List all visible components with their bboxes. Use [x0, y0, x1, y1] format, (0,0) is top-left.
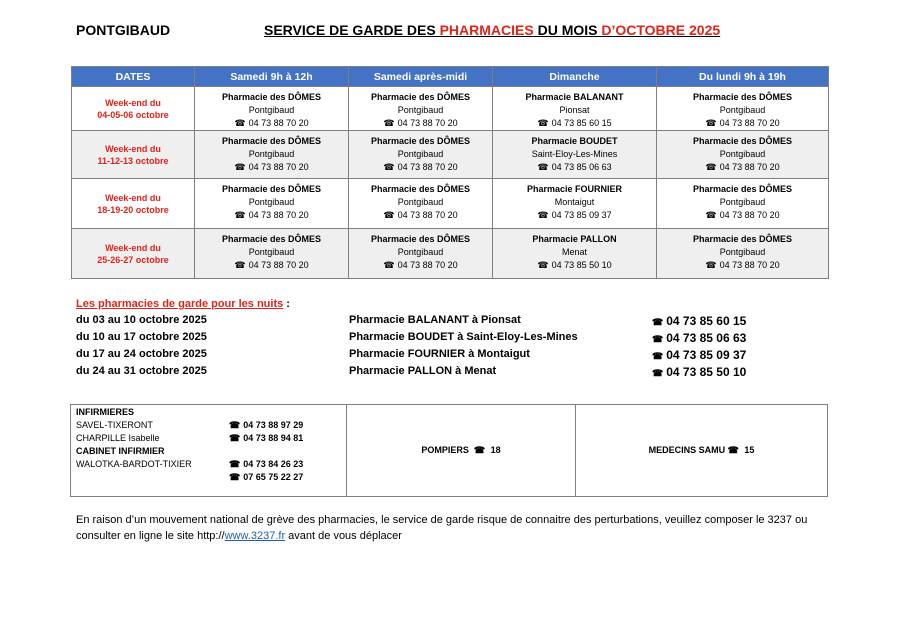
pharmacy-phone: ☎ 04 73 88 70 20 — [705, 118, 780, 128]
weekend-label: Week-end du — [105, 97, 161, 108]
cabinet-heading: CABINET INFIRMIER — [76, 446, 165, 456]
pharmacy-phone: ☎ 04 73 88 70 20 — [234, 162, 309, 172]
telephone-icon: ☎ — [537, 260, 549, 270]
cabinet-phone: ☎ 07 65 75 22 27 — [229, 472, 304, 482]
pharmacy-phone: ☎ 04 73 88 70 20 — [234, 210, 309, 220]
pharmacy-city: Pontgibaud — [397, 247, 444, 257]
schedule-row — [72, 131, 829, 179]
pompiers-cell — [347, 405, 576, 496]
pharmacy-cell — [195, 87, 349, 131]
telephone-icon: ☎ — [473, 445, 486, 455]
pharmacy-cell — [195, 131, 349, 179]
column-header-saturday-afternoon: Samedi après-midi — [349, 67, 493, 87]
telephone-icon: ☎ — [229, 433, 241, 443]
pharmacy-name: Pharmacie des DÔMES — [692, 136, 793, 146]
cabinet-phone: ☎ 04 73 84 26 23 — [229, 459, 304, 469]
night-dates: du 10 au 17 octobre 2025 — [76, 331, 207, 343]
pharmacy-phone: ☎ 04 73 85 60 15 — [537, 118, 612, 128]
pharmacy-phone: ☎ 04 73 88 70 20 — [234, 260, 309, 270]
weekend-dates: 18-19-20 octobre — [97, 204, 169, 215]
pharmacy-name: Pharmacie des DÔMES — [370, 184, 471, 194]
night-dates: du 03 au 10 octobre 2025 — [76, 314, 207, 326]
telephone-icon: ☎ — [705, 118, 717, 128]
schedule-table — [71, 66, 829, 279]
schedule-row — [72, 179, 829, 229]
pharmacy-city: Pontgibaud — [719, 105, 766, 115]
pharmacy-phone: ☎ 04 73 88 70 20 — [383, 210, 458, 220]
schedule-row — [72, 87, 829, 131]
pharmacy-phone: ☎ 04 73 85 09 37 — [537, 210, 612, 220]
pharmacy-cell — [493, 87, 657, 131]
telephone-icon: ☎ — [727, 445, 739, 455]
pharmacy-name: Pharmacie BALANANT — [525, 92, 624, 102]
telephone-icon: ☎ — [652, 351, 664, 361]
nurse-phone: ☎ 04 73 88 97 29 — [229, 420, 304, 430]
pharmacy-name: Pharmacie des DÔMES — [370, 92, 471, 102]
telephone-icon: ☎ — [383, 162, 395, 172]
weekend-date-cell — [72, 179, 195, 229]
pharmacy-phone: ☎ 04 73 88 70 20 — [383, 260, 458, 270]
pharmacy-cell — [657, 179, 829, 229]
pharmacy-name: Pharmacie des DÔMES — [221, 136, 322, 146]
pharmacy-cell — [195, 229, 349, 279]
pharmacy-city: Pontgibaud — [719, 149, 766, 159]
pharmacy-city: Pontgibaud — [397, 149, 444, 159]
pharmacy-name: Pharmacie des DÔMES — [692, 234, 793, 244]
pharmacy-cell — [657, 229, 829, 279]
column-header-saturday-morning: Samedi 9h à 12h — [195, 67, 349, 87]
weekend-dates: 25-26-27 octobre — [97, 254, 169, 265]
pharmacy-city: Pontgibaud — [719, 247, 766, 257]
night-dates: du 17 au 24 octobre 2025 — [76, 348, 207, 360]
nights-heading: Les pharmacies de garde pour les nuits : — [76, 298, 290, 310]
telephone-icon: ☎ — [383, 118, 395, 128]
pharmacy-cell — [493, 179, 657, 229]
telephone-icon: ☎ — [234, 118, 246, 128]
telephone-icon: ☎ — [537, 162, 549, 172]
pharmacy-city: Pionsat — [559, 105, 590, 115]
pharmacy-cell — [493, 229, 657, 279]
night-phone: ☎ 04 73 85 50 10 — [652, 365, 747, 379]
schedule-header-row — [72, 67, 829, 87]
schedule-row — [72, 229, 829, 279]
column-header-weekdays: Du lundi 9h à 19h — [657, 67, 829, 87]
pharmacy-phone: ☎ 04 73 88 70 20 — [234, 118, 309, 128]
night-duty-row — [76, 331, 776, 347]
telephone-icon: ☎ — [537, 210, 549, 220]
telephone-icon: ☎ — [234, 210, 246, 220]
pharmacy-phone: ☎ 04 73 88 70 20 — [383, 118, 458, 128]
telephone-icon: ☎ — [383, 260, 395, 270]
night-duty-row — [76, 348, 776, 364]
pharmacy-name: Pharmacie des DÔMES — [370, 234, 471, 244]
telephone-icon: ☎ — [229, 420, 241, 430]
night-phone: ☎ 04 73 85 09 37 — [652, 348, 747, 362]
pharmacy-city: Pontgibaud — [248, 247, 295, 257]
pharmacy-cell — [657, 87, 829, 131]
pharmacy-phone: ☎ 04 73 88 70 20 — [705, 162, 780, 172]
telephone-icon: ☎ — [705, 162, 717, 172]
telephone-icon: ☎ — [537, 118, 549, 128]
telephone-icon: ☎ — [705, 260, 717, 270]
pharmacy-city: Pontgibaud — [397, 197, 444, 207]
night-pharmacy: Pharmacie PALLON à Menat — [349, 365, 497, 377]
weekend-label: Week-end du — [105, 242, 161, 253]
nurse-name: CHARPILLE Isabelle — [76, 433, 160, 443]
pharmacy-name: Pharmacie des DÔMES — [221, 184, 322, 194]
pharmacy-city: Saint-Eloy-Les-Mines — [531, 149, 618, 159]
night-pharmacy: Pharmacie BOUDET à Saint-Eloy-Les-Mines — [349, 331, 578, 343]
pharmacy-name: Pharmacie PALLON — [532, 234, 617, 244]
nurse-name: SAVEL-TIXERONT — [76, 420, 153, 430]
weekend-date-cell — [72, 131, 195, 179]
telephone-icon: ☎ — [652, 317, 664, 327]
night-dates: du 24 au 31 octobre 2025 — [76, 365, 207, 377]
pharmacy-cell — [349, 179, 493, 229]
telephone-icon: ☎ — [229, 472, 241, 482]
telephone-icon: ☎ — [705, 210, 717, 220]
weekend-label: Week-end du — [105, 192, 161, 203]
pharmacy-cell — [493, 131, 657, 179]
pharmacy-phone: ☎ 04 73 88 70 20 — [705, 260, 780, 270]
pharmacy-city: Menat — [561, 247, 587, 257]
nurse-phone: ☎ 04 73 88 94 81 — [229, 433, 304, 443]
pharmacy-cell — [349, 131, 493, 179]
pharmacy-name: Pharmacie des DÔMES — [370, 136, 471, 146]
pharmacy-city: Pontgibaud — [248, 105, 295, 115]
telephone-icon: ☎ — [652, 334, 664, 344]
pharmacy-name: Pharmacie des DÔMES — [692, 184, 793, 194]
pharmacy-cell — [657, 131, 829, 179]
town-name: PONTGIBAUD — [76, 22, 171, 38]
pharmacy-name: Pharmacie des DÔMES — [692, 92, 793, 102]
telephone-icon: ☎ — [229, 459, 241, 469]
pharmacy-name: Pharmacie FOURNIER — [526, 184, 623, 194]
pharmacy-name: Pharmacie BOUDET — [531, 136, 618, 146]
page-title: SERVICE DE GARDE DES PHARMACIES DU MOIS D’OCTOBRE 2025 — [264, 22, 721, 38]
night-duty-row — [76, 314, 776, 330]
telephone-icon: ☎ — [234, 260, 246, 270]
weekend-label: Week-end du — [105, 143, 161, 154]
pharmacy-phone: ☎ 04 73 88 70 20 — [383, 162, 458, 172]
pharmacy-phone: ☎ 04 73 85 06 63 — [537, 162, 612, 172]
weekend-date-cell — [72, 87, 195, 131]
pompiers-contact: POMPIERS ☎ 18 — [421, 445, 501, 455]
column-header-sunday: Dimanche — [493, 67, 657, 87]
footer-notice: En raison d’un mouvement national de grève des pharmacies, le service de garde risque de connaitre des perturbations, veuillez composer le 3237 ou consulter en ligne le site http://www.3237.fr avant de vous déplacer — [76, 514, 808, 542]
pharmacy-city: Montaigut — [554, 197, 595, 207]
weekend-dates: 04-05-06 octobre — [97, 109, 169, 120]
pharmacy-phone: ☎ 04 73 85 50 10 — [537, 260, 612, 270]
pharmacy-city: Pontgibaud — [248, 197, 295, 207]
website-link[interactable]: www.3237.fr — [224, 530, 286, 542]
nurses-heading: INFIRMIERES — [76, 407, 135, 417]
samu-contact: MEDECINS SAMU ☎ 15 — [648, 445, 755, 455]
night-phone: ☎ 04 73 85 06 63 — [652, 331, 747, 345]
samu-cell — [576, 405, 827, 496]
weekend-dates: 11-12-13 octobre — [97, 155, 169, 166]
pharmacy-city: Pontgibaud — [397, 105, 444, 115]
pharmacy-name: Pharmacie des DÔMES — [221, 234, 322, 244]
weekend-date-cell — [72, 229, 195, 279]
cabinet-name: WALOTKA-BARDOT-TIXIER — [76, 459, 192, 469]
night-duty-row — [76, 365, 776, 381]
night-pharmacy: Pharmacie FOURNIER à Montaigut — [349, 348, 530, 360]
pharmacy-city: Pontgibaud — [719, 197, 766, 207]
pharmacy-cell — [349, 87, 493, 131]
pharmacy-cell — [349, 229, 493, 279]
night-pharmacy: Pharmacie BALANANT à Pionsat — [349, 314, 521, 326]
pharmacy-city: Pontgibaud — [248, 149, 295, 159]
pharmacy-name: Pharmacie des DÔMES — [221, 92, 322, 102]
telephone-icon: ☎ — [234, 162, 246, 172]
night-phone: ☎ 04 73 85 60 15 — [652, 314, 747, 328]
pharmacy-phone: ☎ 04 73 88 70 20 — [705, 210, 780, 220]
column-header-dates: DATES — [72, 67, 195, 87]
contacts-box — [70, 404, 828, 497]
telephone-icon: ☎ — [652, 368, 664, 378]
nurses-cell — [71, 405, 347, 496]
telephone-icon: ☎ — [383, 210, 395, 220]
pharmacy-cell — [195, 179, 349, 229]
